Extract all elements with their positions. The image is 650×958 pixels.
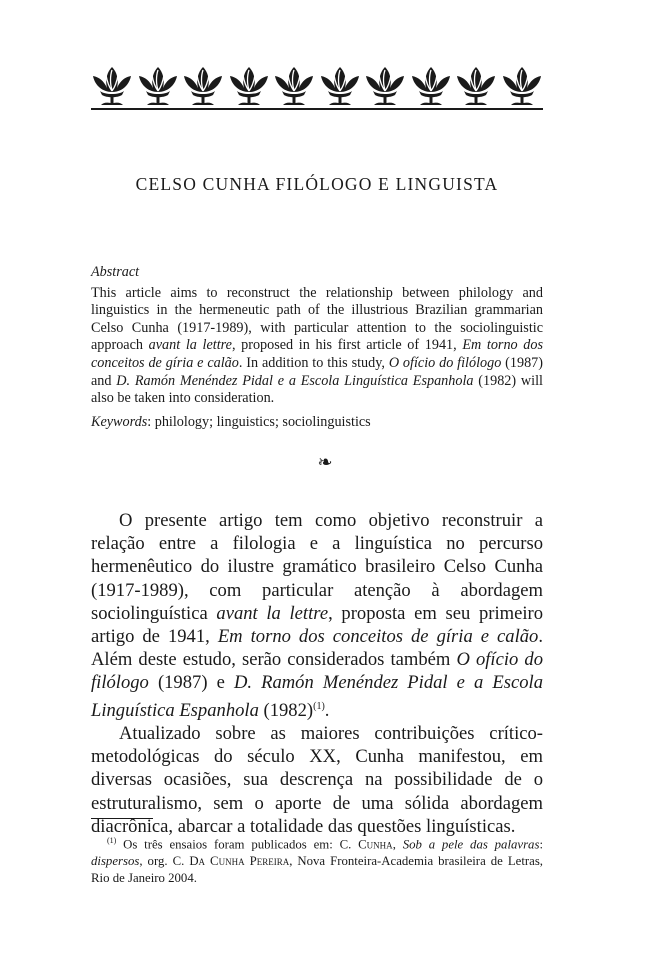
lotus-ornament-icon <box>364 62 406 106</box>
footnote-text: : <box>539 837 543 852</box>
body-text-span: . <box>324 699 330 721</box>
body-italic: Em torno dos conceitos de gíria e calão <box>217 626 539 648</box>
body-text-span: (1987) e <box>148 672 234 694</box>
abstract-italic: O ofício do filólogo <box>388 354 502 371</box>
abstract-italic: D. Ramón Menéndez Pidal e a Escola Linguística Espanhola <box>116 372 474 389</box>
lotus-ornament-icon <box>91 62 133 106</box>
abstract-italic: avant la lettre <box>148 337 232 354</box>
article-body <box>91 509 543 838</box>
lotus-ornament-icon <box>410 62 452 106</box>
abstract-text <box>91 285 543 408</box>
keywords-label: Keywords <box>91 413 148 430</box>
body-text-span: O presente artigo tem como objetivo reconstruir a relação entre a filologia e a linguística no percurso hermenêutico do ilustre gramático brasileiro Celso Cunha (1917-1989), com particular atenção à abordagem sociolinguística <box>91 510 543 624</box>
article-title: CELSO CUNHA FILÓLOGO E LINGUISTA <box>135 174 499 194</box>
body-text-span: (1982) <box>258 699 314 721</box>
footnote-text: , <box>392 837 403 852</box>
keywords-separator: : <box>147 413 155 430</box>
body-paragraph <box>91 509 543 722</box>
lotus-ornament-icon <box>137 62 179 106</box>
abstract-text-span: (1987) and <box>91 354 543 389</box>
abstract-heading: Abstract <box>91 264 140 280</box>
lotus-ornament-icon <box>273 62 315 106</box>
header-rule <box>91 108 543 110</box>
body-italic: D. Ramón Menéndez Pidal e a Escola Linguística Espanhola <box>91 672 543 721</box>
lotus-ornament-icon <box>228 62 270 106</box>
abstract-text-span: . In addition to this study, <box>238 354 389 371</box>
body-italic: avant la lettre <box>216 602 329 624</box>
body-text-span: , proposta em seu primeiro artigo de 1941, <box>91 602 543 648</box>
footnote-author: Cunha <box>358 837 393 852</box>
footnote-text: , Nova Fronteira-Academia brasileira de Letras, Rio de Janeiro 2004. <box>91 854 543 886</box>
abstract-text-span: , proposed in his first article of 1941, <box>231 337 463 354</box>
abstract-text-span: (1982) will also be taken into consideration. <box>91 372 543 407</box>
lotus-ornament-icon <box>182 62 224 106</box>
header-ornament-band <box>91 60 543 106</box>
lotus-ornament-icon <box>455 62 497 106</box>
body-italic: O ofício do filólogo <box>91 649 543 694</box>
fleuron-icon: ❧ <box>317 452 333 473</box>
lotus-ornament-icon <box>501 62 543 106</box>
lotus-ornament-icon <box>319 62 361 106</box>
keywords-line <box>91 414 543 432</box>
body-paragraph: Atualizado sobre as maiores contribuições crítico-metodológicas do século XX, Cunha manifestou, em diversas ocasiões, sua descrença na possibilidade de o estruturalismo, sem o aporte de uma sólida abordagem diacrônica, abarcar a totalidade das questões linguísticas. <box>91 723 543 837</box>
footnote-text: Os três ensaios foram publicados em: C. <box>116 837 359 852</box>
keywords-text: philology; linguistics; sociolinguistics <box>154 413 371 430</box>
body-text-span: . Além deste estudo, serão considerados também <box>91 626 543 671</box>
abstract-text-span: This article aims to reconstruct the relationship between philology and linguistics in the hermeneutic path of the illustrious Brazilian grammarian Celso Cunha (1917-1989), with particular attention to the sociolinguistic approach <box>91 284 543 354</box>
footnote-book-title: Sob a pele das palavras <box>402 837 540 852</box>
footnote-rule <box>91 818 153 819</box>
footnote <box>91 832 543 887</box>
footnote-text: , org. C. <box>139 854 190 869</box>
footnote-book-subtitle: dispersos <box>91 854 140 869</box>
footnote-editor: Da Cunha Pereira <box>189 854 290 869</box>
footnote-mark: (1) <box>107 836 117 845</box>
abstract-section <box>91 264 543 431</box>
abstract-italic: Em torno dos conceitos de gíria e calão <box>91 337 543 371</box>
footnote-reference: (1) <box>313 700 325 712</box>
